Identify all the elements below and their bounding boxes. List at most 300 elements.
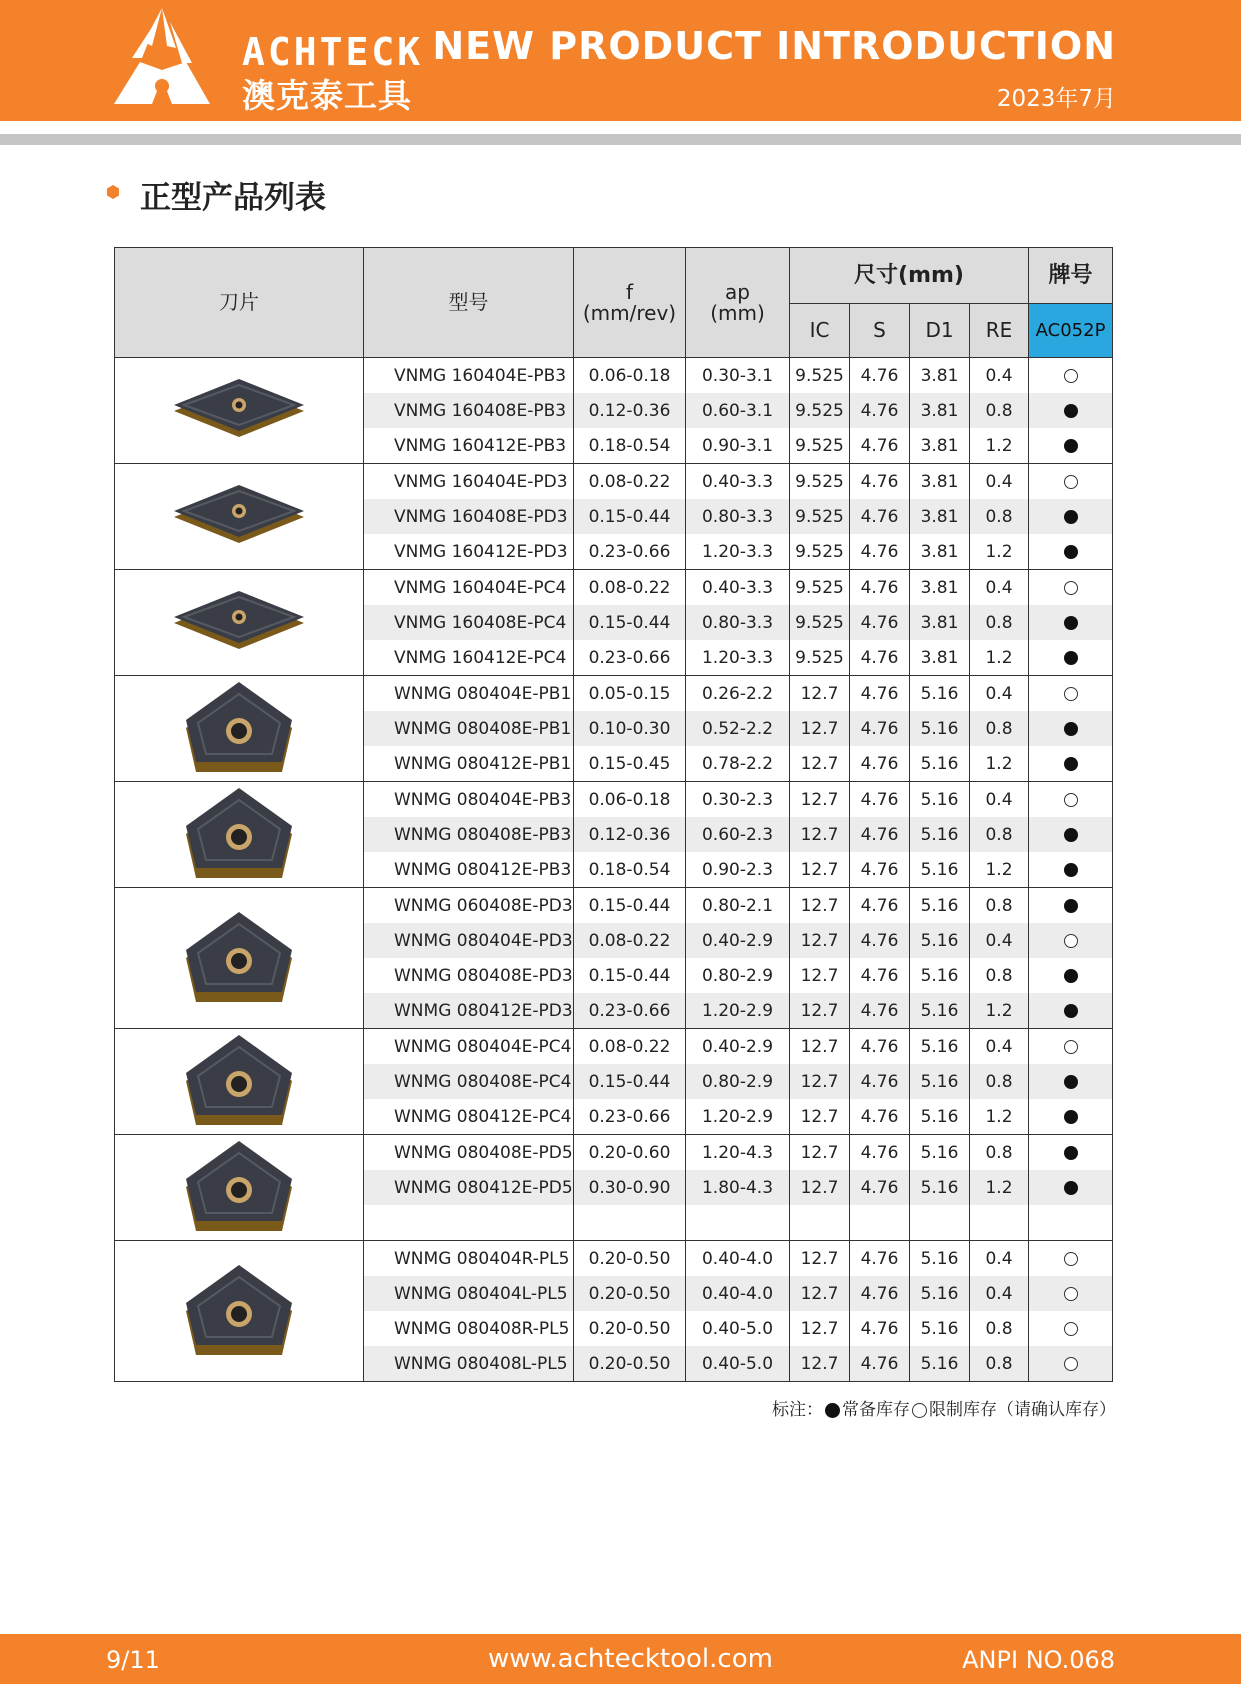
model-cell: VNMG 160412E-PC4 bbox=[364, 640, 574, 676]
ap-cell: 0.90-2.3 bbox=[686, 852, 790, 888]
stock-cell bbox=[1029, 958, 1113, 993]
stock-cell bbox=[1029, 1205, 1113, 1241]
stock-cell bbox=[1029, 1135, 1113, 1171]
s-cell: 4.76 bbox=[850, 888, 910, 924]
anpi-number: ANPI NO.068 bbox=[962, 1646, 1115, 1674]
model-cell: VNMG 160408E-PD3 bbox=[364, 499, 574, 534]
stock-cell bbox=[1029, 676, 1113, 712]
col-size: 尺寸(mm) bbox=[790, 248, 1029, 304]
ic-cell: 9.525 bbox=[790, 640, 850, 676]
stock-cell bbox=[1029, 640, 1113, 676]
open-circle-icon bbox=[1064, 475, 1078, 489]
ic-cell: 9.525 bbox=[790, 393, 850, 428]
ic-cell: 9.525 bbox=[790, 605, 850, 640]
d1-cell: 3.81 bbox=[910, 464, 970, 500]
s-cell: 4.76 bbox=[850, 1029, 910, 1065]
ic-cell: 12.7 bbox=[790, 676, 850, 712]
filled-circle-icon bbox=[1064, 1075, 1078, 1089]
d1-cell: 5.16 bbox=[910, 1170, 970, 1205]
s-cell: 4.76 bbox=[850, 993, 910, 1029]
filled-circle-icon bbox=[1064, 1004, 1078, 1018]
ic-cell: 9.525 bbox=[790, 358, 850, 394]
d1-cell: 5.16 bbox=[910, 711, 970, 746]
d1-cell: 3.81 bbox=[910, 534, 970, 570]
wnmg-pd3-insert-icon bbox=[164, 906, 314, 1006]
d1-cell: 3.81 bbox=[910, 428, 970, 464]
s-cell: 4.76 bbox=[850, 464, 910, 500]
re-cell: 0.4 bbox=[970, 570, 1029, 606]
f-cell: 0.08-0.22 bbox=[574, 1029, 686, 1065]
re-cell: 1.2 bbox=[970, 746, 1029, 782]
f-cell: 0.10-0.30 bbox=[574, 711, 686, 746]
col-re: RE bbox=[970, 304, 1029, 358]
col-insert: 刀片 bbox=[115, 248, 364, 358]
ic-cell: 12.7 bbox=[790, 1029, 850, 1065]
model-cell: WNMG 080412E-PB3 bbox=[364, 852, 574, 888]
stock-cell bbox=[1029, 1029, 1113, 1065]
d1-cell: 5.16 bbox=[910, 888, 970, 924]
product-table bbox=[114, 247, 1113, 1382]
f-cell: 0.30-0.90 bbox=[574, 1170, 686, 1205]
model-cell: WNMG 080408E-PC4 bbox=[364, 1064, 574, 1099]
legend-limited: 限制库存（请确认库存） bbox=[929, 1400, 1116, 1420]
f-cell: 0.20-0.50 bbox=[574, 1311, 686, 1346]
stock-cell bbox=[1029, 746, 1113, 782]
d1-cell: 5.16 bbox=[910, 817, 970, 852]
ap-cell: 0.40-2.9 bbox=[686, 923, 790, 958]
stock-cell bbox=[1029, 1099, 1113, 1135]
col-ap bbox=[686, 248, 790, 358]
stock-cell bbox=[1029, 1241, 1113, 1277]
s-cell: 4.76 bbox=[850, 605, 910, 640]
ic-cell: 12.7 bbox=[790, 958, 850, 993]
s-cell: 4.76 bbox=[850, 1241, 910, 1277]
s-cell: 4.76 bbox=[850, 1064, 910, 1099]
insert-image-cell bbox=[115, 888, 364, 1029]
model-cell: WNMG 080408R-PL5 bbox=[364, 1311, 574, 1346]
f-cell: 0.23-0.66 bbox=[574, 640, 686, 676]
stock-cell bbox=[1029, 711, 1113, 746]
product-table-body bbox=[115, 358, 1113, 1382]
open-circle-icon bbox=[1064, 1040, 1078, 1054]
f-cell: 0.20-0.50 bbox=[574, 1276, 686, 1311]
stock-cell bbox=[1029, 782, 1113, 818]
table-row bbox=[115, 888, 1113, 924]
re-cell: 1.2 bbox=[970, 534, 1029, 570]
re-cell: 0.4 bbox=[970, 782, 1029, 818]
d1-cell: 5.16 bbox=[910, 1346, 970, 1382]
ap-cell: 1.20-2.9 bbox=[686, 993, 790, 1029]
d1-cell: 3.81 bbox=[910, 605, 970, 640]
filled-circle-icon bbox=[1064, 510, 1078, 524]
d1-cell: 5.16 bbox=[910, 852, 970, 888]
wnmg-pl5-insert-icon bbox=[164, 1259, 314, 1359]
stock-cell bbox=[1029, 534, 1113, 570]
filled-circle-icon bbox=[1064, 1146, 1078, 1160]
model-cell: WNMG 060408E-PD3 bbox=[364, 888, 574, 924]
ic-cell: 12.7 bbox=[790, 1099, 850, 1135]
wnmg-pb1-insert-icon bbox=[164, 676, 314, 776]
re-cell: 1.2 bbox=[970, 852, 1029, 888]
re-cell bbox=[970, 1205, 1029, 1241]
s-cell: 4.76 bbox=[850, 358, 910, 394]
model-cell: VNMG 160408E-PC4 bbox=[364, 605, 574, 640]
re-cell: 0.4 bbox=[970, 1276, 1029, 1311]
s-cell: 4.76 bbox=[850, 711, 910, 746]
ap-cell: 0.40-2.9 bbox=[686, 1029, 790, 1065]
ap-cell bbox=[686, 1205, 790, 1241]
d1-cell: 3.81 bbox=[910, 393, 970, 428]
filled-circle-icon bbox=[1064, 439, 1078, 453]
open-circle-icon bbox=[1064, 369, 1078, 383]
f-cell: 0.18-0.54 bbox=[574, 852, 686, 888]
d1-cell: 5.16 bbox=[910, 993, 970, 1029]
re-cell: 0.8 bbox=[970, 605, 1029, 640]
s-cell: 4.76 bbox=[850, 1170, 910, 1205]
d1-cell: 5.16 bbox=[910, 676, 970, 712]
ap-cell: 1.20-4.3 bbox=[686, 1135, 790, 1171]
f-cell: 0.15-0.44 bbox=[574, 958, 686, 993]
f-cell: 0.08-0.22 bbox=[574, 570, 686, 606]
re-cell: 1.2 bbox=[970, 428, 1029, 464]
wnmg-pd5-insert-icon bbox=[164, 1135, 314, 1235]
table-row bbox=[115, 1029, 1113, 1065]
open-circle-icon bbox=[1064, 1287, 1078, 1301]
ic-cell: 9.525 bbox=[790, 428, 850, 464]
ap-cell: 0.90-3.1 bbox=[686, 428, 790, 464]
stock-cell bbox=[1029, 1064, 1113, 1099]
re-cell: 0.4 bbox=[970, 676, 1029, 712]
ap-cell: 0.40-5.0 bbox=[686, 1311, 790, 1346]
page-footer bbox=[0, 1634, 1241, 1684]
s-cell: 4.76 bbox=[850, 1099, 910, 1135]
d1-cell: 5.16 bbox=[910, 1029, 970, 1065]
ic-cell: 12.7 bbox=[790, 888, 850, 924]
f-cell: 0.15-0.44 bbox=[574, 605, 686, 640]
stock-cell bbox=[1029, 923, 1113, 958]
vnmg-pb3-insert-icon bbox=[164, 373, 314, 443]
ic-cell: 12.7 bbox=[790, 1135, 850, 1171]
d1-cell: 5.16 bbox=[910, 1311, 970, 1346]
s-cell: 4.76 bbox=[850, 1346, 910, 1382]
f-cell: 0.20-0.50 bbox=[574, 1241, 686, 1277]
model-cell: WNMG 080412E-PD5 bbox=[364, 1170, 574, 1205]
stock-cell bbox=[1029, 499, 1113, 534]
ic-cell: 12.7 bbox=[790, 993, 850, 1029]
insert-image-cell bbox=[115, 782, 364, 888]
model-cell: WNMG 080404E-PC4 bbox=[364, 1029, 574, 1065]
d1-cell bbox=[910, 1205, 970, 1241]
open-circle-icon bbox=[912, 1403, 927, 1418]
model-cell: WNMG 080412E-PB1 bbox=[364, 746, 574, 782]
insert-image-cell bbox=[115, 570, 364, 676]
ap-cell: 0.26-2.2 bbox=[686, 676, 790, 712]
filled-circle-icon bbox=[1064, 828, 1078, 842]
f-cell: 0.15-0.44 bbox=[574, 499, 686, 534]
vnmg-pc4-insert-icon bbox=[164, 585, 314, 655]
stock-cell bbox=[1029, 393, 1113, 428]
s-cell: 4.76 bbox=[850, 958, 910, 993]
ap-cell: 0.78-2.2 bbox=[686, 746, 790, 782]
s-cell: 4.76 bbox=[850, 534, 910, 570]
ic-cell: 12.7 bbox=[790, 852, 850, 888]
d1-cell: 5.16 bbox=[910, 958, 970, 993]
col-f-label: f bbox=[625, 279, 634, 304]
d1-cell: 3.81 bbox=[910, 499, 970, 534]
ap-cell: 0.40-3.3 bbox=[686, 464, 790, 500]
filled-circle-icon bbox=[1064, 404, 1078, 418]
filled-circle-icon bbox=[1064, 651, 1078, 665]
re-cell: 0.8 bbox=[970, 1135, 1029, 1171]
stock-cell bbox=[1029, 605, 1113, 640]
model-cell: WNMG 080404E-PB1 bbox=[364, 676, 574, 712]
s-cell: 4.76 bbox=[850, 676, 910, 712]
ic-cell: 12.7 bbox=[790, 782, 850, 818]
insert-image-cell bbox=[115, 464, 364, 570]
re-cell: 0.4 bbox=[970, 1029, 1029, 1065]
f-cell: 0.05-0.15 bbox=[574, 676, 686, 712]
d1-cell: 3.81 bbox=[910, 358, 970, 394]
s-cell bbox=[850, 1205, 910, 1241]
model-cell: VNMG 160404E-PC4 bbox=[364, 570, 574, 606]
model-cell: WNMG 080408E-PD3 bbox=[364, 958, 574, 993]
f-cell: 0.06-0.18 bbox=[574, 782, 686, 818]
f-cell: 0.20-0.50 bbox=[574, 1346, 686, 1382]
filled-circle-icon bbox=[1064, 1181, 1078, 1195]
d1-cell: 3.81 bbox=[910, 570, 970, 606]
model-cell: WNMG 080408E-PD5 bbox=[364, 1135, 574, 1171]
s-cell: 4.76 bbox=[850, 640, 910, 676]
s-cell: 4.76 bbox=[850, 782, 910, 818]
filled-circle-icon bbox=[1064, 616, 1078, 630]
re-cell: 0.4 bbox=[970, 1241, 1029, 1277]
ap-cell: 0.40-5.0 bbox=[686, 1346, 790, 1382]
ap-cell: 1.20-2.9 bbox=[686, 1099, 790, 1135]
d1-cell: 5.16 bbox=[910, 1276, 970, 1311]
ap-cell: 0.80-2.1 bbox=[686, 888, 790, 924]
stock-cell bbox=[1029, 1276, 1113, 1311]
table-row bbox=[115, 782, 1113, 818]
s-cell: 4.76 bbox=[850, 393, 910, 428]
model-cell: WNMG 080408L-PL5 bbox=[364, 1346, 574, 1382]
model-cell: WNMG 080404E-PB3 bbox=[364, 782, 574, 818]
open-circle-icon bbox=[1064, 581, 1078, 595]
d1-cell: 5.16 bbox=[910, 1241, 970, 1277]
wnmg-pc4-insert-icon bbox=[164, 1029, 314, 1129]
ap-cell: 0.40-3.3 bbox=[686, 570, 790, 606]
s-cell: 4.76 bbox=[850, 1276, 910, 1311]
col-s: S bbox=[850, 304, 910, 358]
filled-circle-icon bbox=[1064, 863, 1078, 877]
ic-cell: 9.525 bbox=[790, 534, 850, 570]
model-cell: WNMG 080404R-PL5 bbox=[364, 1241, 574, 1277]
open-circle-icon bbox=[1064, 1357, 1078, 1371]
col-grade: AC052P bbox=[1029, 304, 1113, 358]
re-cell: 0.8 bbox=[970, 393, 1029, 428]
re-cell: 0.4 bbox=[970, 923, 1029, 958]
ap-cell: 1.20-3.3 bbox=[686, 534, 790, 570]
f-cell: 0.08-0.22 bbox=[574, 923, 686, 958]
legend-prefix: 标注： bbox=[772, 1400, 823, 1420]
f-cell: 0.12-0.36 bbox=[574, 817, 686, 852]
ap-cell: 0.80-3.3 bbox=[686, 605, 790, 640]
brand-name-en: ACHTECK bbox=[242, 30, 424, 74]
ic-cell bbox=[790, 1205, 850, 1241]
re-cell: 0.8 bbox=[970, 888, 1029, 924]
insert-image-cell bbox=[115, 1135, 364, 1241]
f-cell: 0.23-0.66 bbox=[574, 993, 686, 1029]
stock-cell bbox=[1029, 1311, 1113, 1346]
stock-cell bbox=[1029, 1346, 1113, 1382]
s-cell: 4.76 bbox=[850, 1135, 910, 1171]
col-ap-unit: (mm) bbox=[710, 300, 765, 325]
table-row bbox=[115, 1241, 1113, 1277]
wnmg-pb3-insert-icon bbox=[164, 782, 314, 882]
insert-image-cell bbox=[115, 1241, 364, 1382]
stock-cell bbox=[1029, 852, 1113, 888]
d1-cell: 3.81 bbox=[910, 640, 970, 676]
s-cell: 4.76 bbox=[850, 852, 910, 888]
re-cell: 1.2 bbox=[970, 1170, 1029, 1205]
f-cell: 0.23-0.66 bbox=[574, 534, 686, 570]
filled-circle-icon bbox=[1064, 722, 1078, 736]
model-cell: VNMG 160408E-PB3 bbox=[364, 393, 574, 428]
ic-cell: 9.525 bbox=[790, 499, 850, 534]
stock-cell bbox=[1029, 1170, 1113, 1205]
f-cell: 0.23-0.66 bbox=[574, 1099, 686, 1135]
ap-cell: 0.40-4.0 bbox=[686, 1276, 790, 1311]
ap-cell: 1.80-4.3 bbox=[686, 1170, 790, 1205]
s-cell: 4.76 bbox=[850, 923, 910, 958]
stock-cell bbox=[1029, 464, 1113, 500]
brand-name-cn: 澳克泰工具 bbox=[242, 76, 412, 115]
ap-cell: 0.80-2.9 bbox=[686, 958, 790, 993]
f-cell: 0.08-0.22 bbox=[574, 464, 686, 500]
table-row bbox=[115, 570, 1113, 606]
re-cell: 0.8 bbox=[970, 1064, 1029, 1099]
open-circle-icon bbox=[1064, 793, 1078, 807]
d1-cell: 5.16 bbox=[910, 1135, 970, 1171]
f-cell: 0.15-0.44 bbox=[574, 1064, 686, 1099]
col-ap-label: ap bbox=[725, 279, 750, 304]
filled-circle-icon bbox=[825, 1403, 840, 1418]
table-row bbox=[115, 464, 1113, 500]
ic-cell: 12.7 bbox=[790, 1064, 850, 1099]
re-cell: 0.8 bbox=[970, 499, 1029, 534]
re-cell: 0.8 bbox=[970, 711, 1029, 746]
stock-cell bbox=[1029, 993, 1113, 1029]
model-cell: WNMG 080408E-PB1 bbox=[364, 711, 574, 746]
f-cell: 0.15-0.45 bbox=[574, 746, 686, 782]
model-cell bbox=[364, 1205, 574, 1241]
model-cell: WNMG 080404L-PL5 bbox=[364, 1276, 574, 1311]
col-f bbox=[574, 248, 686, 358]
filled-circle-icon bbox=[1064, 757, 1078, 771]
re-cell: 0.4 bbox=[970, 358, 1029, 394]
re-cell: 0.8 bbox=[970, 1346, 1029, 1382]
f-cell: 0.15-0.44 bbox=[574, 888, 686, 924]
model-cell: VNMG 160412E-PD3 bbox=[364, 534, 574, 570]
stock-cell bbox=[1029, 358, 1113, 394]
d1-cell: 5.16 bbox=[910, 1064, 970, 1099]
page-number: 9/11 bbox=[106, 1646, 160, 1674]
page-header bbox=[0, 0, 1241, 121]
re-cell: 0.8 bbox=[970, 817, 1029, 852]
ap-cell: 0.80-2.9 bbox=[686, 1064, 790, 1099]
f-cell: 0.12-0.36 bbox=[574, 393, 686, 428]
re-cell: 1.2 bbox=[970, 1099, 1029, 1135]
filled-circle-icon bbox=[1064, 969, 1078, 983]
s-cell: 4.76 bbox=[850, 1311, 910, 1346]
ic-cell: 9.525 bbox=[790, 464, 850, 500]
col-model: 型号 bbox=[364, 248, 574, 358]
model-cell: WNMG 080412E-PC4 bbox=[364, 1099, 574, 1135]
f-cell: 0.18-0.54 bbox=[574, 428, 686, 464]
model-cell: WNMG 080412E-PD3 bbox=[364, 993, 574, 1029]
re-cell: 0.8 bbox=[970, 1311, 1029, 1346]
filled-circle-icon bbox=[1064, 545, 1078, 559]
stock-cell bbox=[1029, 570, 1113, 606]
d1-cell: 5.16 bbox=[910, 782, 970, 818]
ic-cell: 12.7 bbox=[790, 711, 850, 746]
ap-cell: 0.60-3.1 bbox=[686, 393, 790, 428]
table-row bbox=[115, 1135, 1113, 1171]
ap-cell: 0.30-2.3 bbox=[686, 782, 790, 818]
s-cell: 4.76 bbox=[850, 817, 910, 852]
ap-cell: 0.52-2.2 bbox=[686, 711, 790, 746]
stock-cell bbox=[1029, 817, 1113, 852]
website-link[interactable]: www.achtecktool.com bbox=[488, 1644, 773, 1674]
insert-image-cell bbox=[115, 676, 364, 782]
ic-cell: 12.7 bbox=[790, 923, 850, 958]
stock-cell bbox=[1029, 428, 1113, 464]
ap-cell: 0.60-2.3 bbox=[686, 817, 790, 852]
filled-circle-icon bbox=[1064, 1110, 1078, 1124]
re-cell: 1.2 bbox=[970, 993, 1029, 1029]
open-circle-icon bbox=[1064, 1322, 1078, 1336]
s-cell: 4.76 bbox=[850, 499, 910, 534]
header-date: 2023年7月 bbox=[996, 86, 1116, 112]
re-cell: 1.2 bbox=[970, 640, 1029, 676]
model-cell: WNMG 080404E-PD3 bbox=[364, 923, 574, 958]
s-cell: 4.76 bbox=[850, 428, 910, 464]
d1-cell: 5.16 bbox=[910, 1099, 970, 1135]
ic-cell: 9.525 bbox=[790, 570, 850, 606]
filled-circle-icon bbox=[1064, 899, 1078, 913]
ic-cell: 12.7 bbox=[790, 817, 850, 852]
re-cell: 0.4 bbox=[970, 464, 1029, 500]
table-row bbox=[115, 676, 1113, 712]
ic-cell: 12.7 bbox=[790, 1170, 850, 1205]
f-cell: 0.20-0.60 bbox=[574, 1135, 686, 1171]
d1-cell: 5.16 bbox=[910, 923, 970, 958]
col-grade-label: 牌号 bbox=[1029, 248, 1113, 304]
table-row bbox=[115, 358, 1113, 394]
vnmg-pd3-insert-icon bbox=[164, 479, 314, 549]
insert-image-cell bbox=[115, 358, 364, 464]
f-cell bbox=[574, 1205, 686, 1241]
s-cell: 4.76 bbox=[850, 570, 910, 606]
section-title: 正型产品列表 bbox=[140, 180, 326, 216]
model-cell: VNMG 160412E-PB3 bbox=[364, 428, 574, 464]
open-circle-icon bbox=[1064, 687, 1078, 701]
stock-legend bbox=[772, 1395, 1116, 1420]
ic-cell: 12.7 bbox=[790, 746, 850, 782]
d1-cell: 5.16 bbox=[910, 746, 970, 782]
model-cell: WNMG 080408E-PB3 bbox=[364, 817, 574, 852]
col-ic: IC bbox=[790, 304, 850, 358]
ic-cell: 12.7 bbox=[790, 1241, 850, 1277]
